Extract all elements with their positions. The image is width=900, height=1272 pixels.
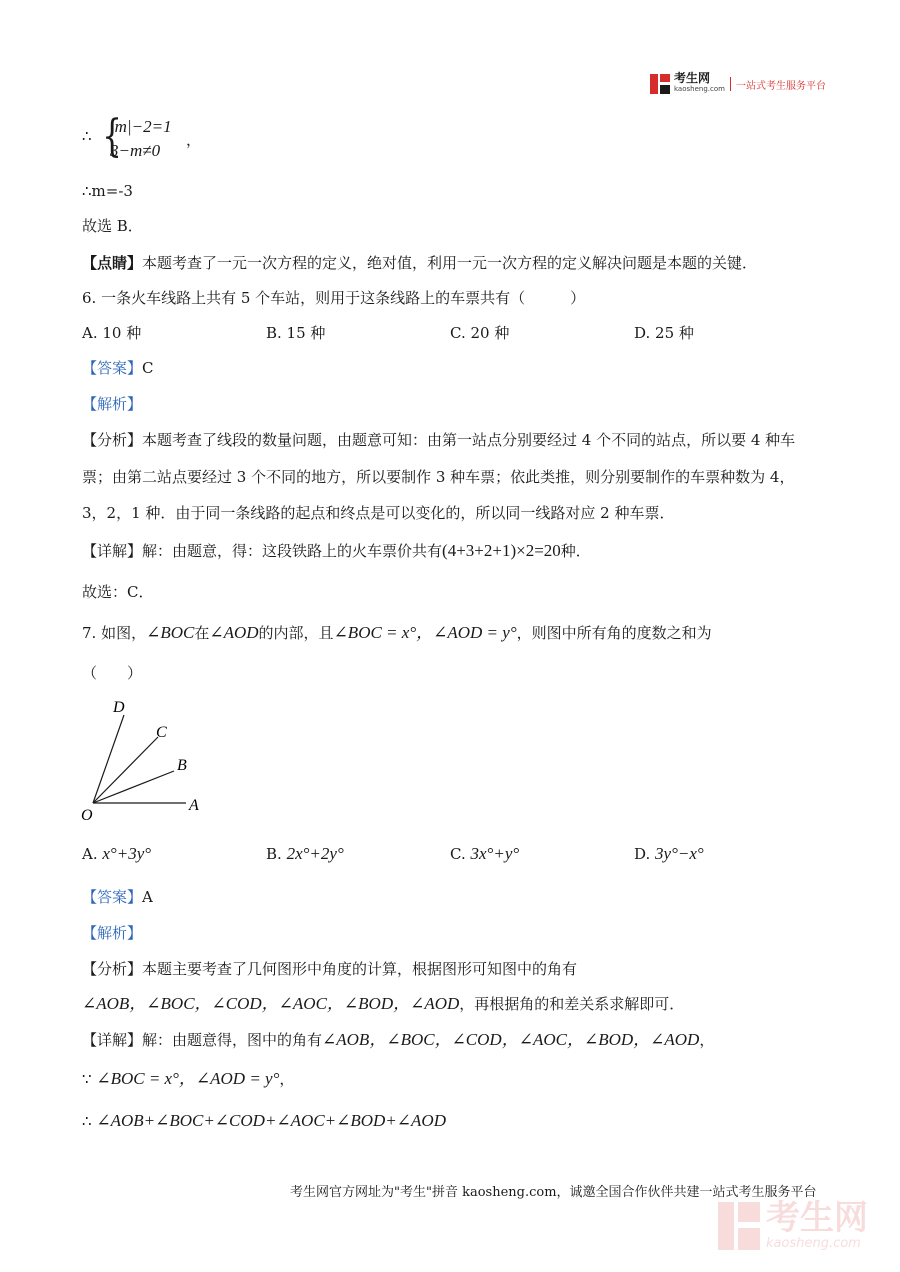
q7-detail-line <box>82 1029 714 1051</box>
equation-1: |m|−2=1 <box>110 117 172 136</box>
label-c: C <box>156 724 167 741</box>
q7-option-a-letter: A. <box>82 845 98 863</box>
q6-stem: 6. 一条火车线路上共有 5 个车站，则用于这条线路上的车票共有（ ） <box>82 289 586 307</box>
label-b: B <box>177 757 187 774</box>
q7-option-d-letter: D. <box>634 845 651 863</box>
q7-option-d-math: 3y°−x° <box>655 844 704 863</box>
q6-jiexi: 【解析】 <box>82 395 143 413</box>
q6-option-b: B. 15 种 <box>266 324 326 342</box>
because-post: ， <box>279 1070 295 1088</box>
logo-en: kaosheng.com <box>674 85 725 93</box>
logo-divider <box>730 77 731 91</box>
label-a: A <box>189 797 199 814</box>
ray-oc <box>93 737 158 803</box>
q7-option-b <box>266 844 344 864</box>
comment-line <box>82 252 757 274</box>
q7-analysis-2 <box>82 993 684 1015</box>
q7-option-b-math: 2x°+2y° <box>286 844 344 863</box>
q7-analysis-tag: 【分析】 <box>82 960 143 978</box>
q7-given: ∠BOC = x°，∠AOD = y° <box>333 623 517 642</box>
q6-detail-pre: 解：由题意，得：这段铁路上的火车票价共有 <box>142 542 443 560</box>
site-logo <box>650 73 826 95</box>
watermark <box>718 1200 868 1251</box>
q6-detail-math: (4+3+2+1)×2=20 <box>442 541 561 560</box>
q6-detail-post: 种． <box>560 542 591 560</box>
q7-paren: （ ） <box>82 664 143 682</box>
therefore-line <box>82 1110 446 1132</box>
q7-detail-tag: 【详解】 <box>82 1031 143 1049</box>
q7-stem-c: 的内部，且 <box>258 624 334 642</box>
q7-jiexi: 【解析】 <box>82 924 143 942</box>
q6-option-a: A. 10 种 <box>82 324 142 342</box>
q6-analysis-tag: 【分析】 <box>82 431 143 449</box>
brace-icon: { <box>102 111 122 162</box>
q7-analysis-text-1: 本题主要考查了几何图形中角度的计算，根据图形可知图中的角有 <box>142 960 578 978</box>
q7-analysis-text-2: ，再根据角的和差关系求解即可． <box>459 995 685 1013</box>
q6-answer-line <box>82 357 154 379</box>
therefore-symbol-2: ∴ <box>82 1112 92 1130</box>
q7-option-a-math: x°+3y° <box>102 844 152 863</box>
q6-answer-tag: 【答案】 <box>82 359 143 377</box>
q6-analysis-text-1: 本题考查了线段的数量问题，由题意可知：由第一站点分别要经过 4 个不同的站点，所以要 4 种车 <box>142 431 796 449</box>
q6-detail-tag: 【详解】 <box>82 542 143 560</box>
q7-angle-aod: ∠AOD <box>209 623 259 642</box>
m-result: ∴m=-3 <box>82 182 133 200</box>
logo-slogan: 一站式考生服务平台 <box>735 80 826 92</box>
watermark-mark-icon <box>718 1202 760 1250</box>
q7-option-c <box>450 844 519 864</box>
q6-answer: C <box>142 359 154 377</box>
q7-detail-angles: ∠AOB，∠BOC，∠COD，∠AOC，∠BOD，∠AOD <box>322 1030 700 1049</box>
watermark-en: kaosheng.com <box>766 1236 861 1251</box>
q7-option-b-letter: B. <box>266 845 282 863</box>
q7-stem-b: 在 <box>194 624 210 642</box>
q6-analysis-3: 3，2，1 种．由于同一条线路的起点和终点是可以变化的，所以同一线路对应 2 种车票． <box>82 504 675 522</box>
q6-analysis-1 <box>82 429 795 451</box>
q7-option-c-letter: C. <box>450 845 466 863</box>
q6-option-c: C. 20 种 <box>450 324 510 342</box>
q7-option-d <box>634 844 704 864</box>
q7-detail-post: ， <box>699 1031 715 1049</box>
q7-answer-tag: 【答案】 <box>82 888 143 906</box>
comment-tag: 【点睛】 <box>82 254 143 272</box>
q6-option-d: D. 25 种 <box>634 324 694 342</box>
q7-stem <box>82 622 712 644</box>
footer-text: 考生网官方网址为"考生"拼音 kaosheng.com，诚邀全国合作伙伴共建一站式考生服务平台 <box>290 1185 817 1200</box>
q7-answer: A <box>142 888 153 906</box>
q7-analysis-angles: ∠AOB，∠BOC，∠COD，∠AOC，∠BOD，∠AOD <box>82 994 460 1013</box>
logo-mark-icon <box>650 74 670 94</box>
equation-system <box>82 111 242 165</box>
because-symbol: ∵ <box>82 1070 92 1088</box>
q7-option-a <box>82 844 151 864</box>
q7-stem-a: 7. 如图， <box>82 624 147 642</box>
angle-figure <box>78 695 218 825</box>
sum-math: ∠AOB+∠BOC+∠COD+∠AOC+∠BOD+∠AOD <box>96 1111 446 1130</box>
equation-trail: ， <box>186 131 202 149</box>
label-o: O <box>81 807 93 824</box>
q7-stem-d: ，则图中所有角的度数之和为 <box>516 624 712 642</box>
q6-choose: 故选：C． <box>82 583 154 601</box>
watermark-text <box>766 1200 868 1251</box>
comment-text: 本题考查了一元一次方程的定义，绝对值，利用一元一次方程的定义解决问题是本题的关键． <box>142 254 758 272</box>
q7-answer-line <box>82 886 153 908</box>
q6-analysis-2: 票；由第二站点要经过 3 个不同的地方，所以要制作 3 种车票；依此类推，则分别要制作的车票种数为 4， <box>82 468 795 486</box>
equation-2: 3−m≠0 <box>110 141 161 160</box>
q7-analysis-1 <box>82 958 577 980</box>
logo-text <box>674 73 725 95</box>
ray-ob <box>93 771 174 803</box>
because-math: ∠BOC = x°，∠AOD = y° <box>96 1069 280 1088</box>
q7-detail-pre: 解：由题意得，图中的角有 <box>142 1031 323 1049</box>
ray-od <box>93 715 124 803</box>
label-d: D <box>113 699 125 716</box>
q6-detail-line <box>82 540 591 562</box>
therefore-symbol: ∴ <box>82 127 92 145</box>
choose-b: 故选 B． <box>82 217 143 235</box>
because-line <box>82 1068 294 1090</box>
logo-cn: 考生网 <box>674 71 711 85</box>
watermark-cn: 考生网 <box>766 1198 868 1238</box>
q7-angle-boc: ∠BOC <box>146 623 195 642</box>
q7-option-c-math: 3x°+y° <box>470 844 520 863</box>
